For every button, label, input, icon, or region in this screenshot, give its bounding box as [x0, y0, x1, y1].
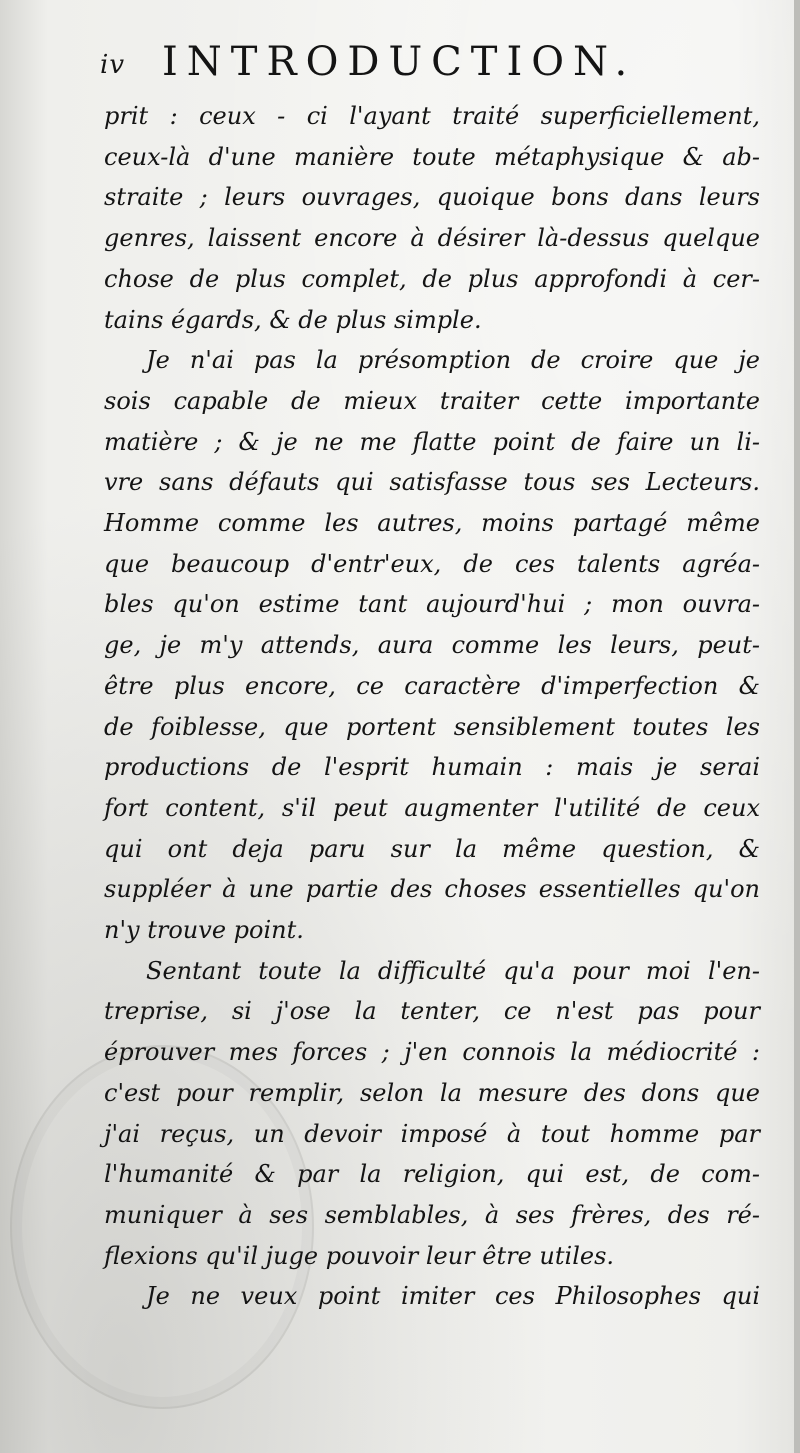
text-line: ceux-là d'une manière toute métaphysique & ab-	[104, 142, 760, 171]
text-line: Sentant toute la difficulté qu'a pour moi l'en-	[146, 956, 760, 985]
text-line: flexions qu'il juge pouvoir leur être utiles.	[104, 1241, 615, 1270]
text-line: l'humanité & par la religion, qui est, de com-	[104, 1160, 760, 1189]
text-line: n'y trouve point.	[104, 916, 304, 945]
text-line: ge, je m'y attends, aura comme les leurs, peut-	[104, 631, 760, 660]
text-line: treprise, si j'ose la tenter, ce n'est pas pour	[104, 997, 760, 1026]
text-line: productions de l'esprit humain : mais je serai	[104, 753, 760, 782]
text-line: bles qu'on estime tant aujourd'hui ; mon ouvra-	[104, 590, 760, 619]
text-line: prit : ceux - ci l'ayant traité superficiellement,	[104, 102, 760, 130]
text-line: c'est pour remplir, selon la mesure des dons que	[104, 1078, 760, 1107]
page-number: iv	[100, 50, 126, 80]
page-edge-shadow	[794, 0, 800, 1453]
text-line: j'ai reçus, un devoir imposé à tout homme par	[104, 1119, 760, 1148]
text-line: suppléer à une partie des choses essentielles qu'on	[104, 875, 760, 904]
text-line: fort content, s'il peut augmenter l'utilité de ceux	[104, 793, 760, 822]
text-line: muniquer à ses semblables, à ses frères, des ré-	[104, 1200, 760, 1229]
text-line: vre sans défauts qui satisfasse tous ses Lecteurs.	[104, 468, 760, 497]
text-line: que beaucoup d'entr'eux, de ces talents agréa-	[104, 549, 760, 578]
text-line: matière ; & je ne me flatte point de faire un li-	[104, 427, 760, 456]
running-head	[100, 36, 700, 88]
text-line: qui ont deja paru sur la même question, &	[104, 834, 760, 863]
body-text	[104, 96, 760, 1317]
text-line: chose de plus complet, de plus approfondi à cer-	[104, 264, 760, 293]
text-line: sois capable de mieux traiter cette importante	[104, 386, 760, 415]
text-line: être plus encore, ce caractère d'imperfection &	[104, 671, 760, 700]
text-line: Homme comme les autres, moins partagé même	[104, 509, 760, 538]
text-line: straite ; leurs ouvrages, quoique bons dans leurs	[104, 183, 760, 212]
text-line: Je ne veux point imiter ces Philosophes qui	[146, 1282, 760, 1311]
text-line: Je n'ai pas la présomption de croire que je	[146, 346, 760, 375]
text-line: genres, laissent encore à désirer là-dessus quelque	[104, 224, 760, 253]
running-title: INTRODUCTION.	[162, 39, 637, 85]
text-line: éprouver mes forces ; j'en connois la médiocrité :	[104, 1038, 760, 1067]
text-line: de foiblesse, que portent sensiblement toutes les	[104, 712, 760, 741]
text-line: tains égards, & de plus simple.	[104, 305, 482, 334]
